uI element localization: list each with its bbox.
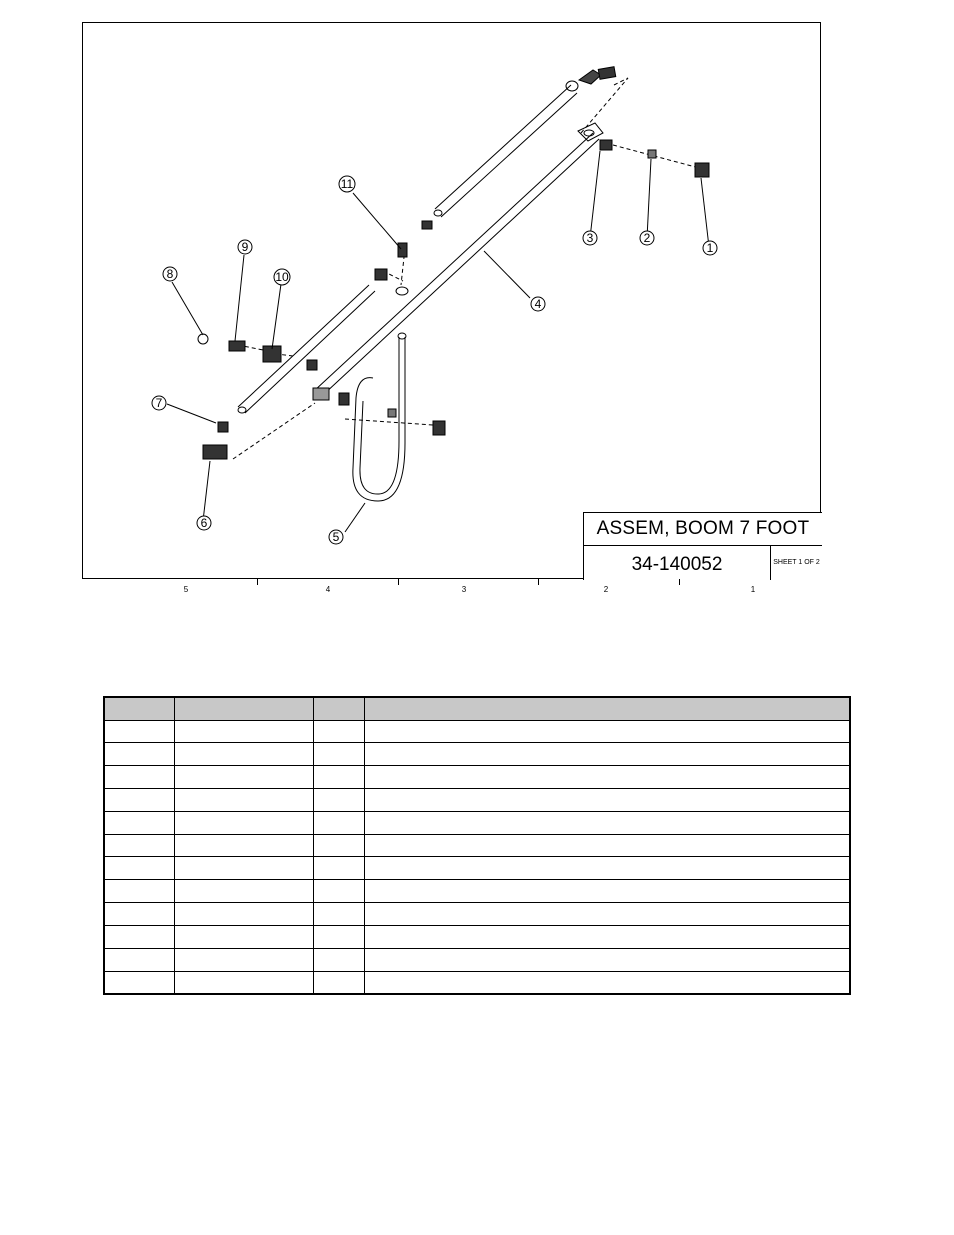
table-cell (104, 788, 174, 811)
table-cell (174, 788, 313, 811)
table-cell (364, 903, 850, 926)
balloon-7 (152, 396, 166, 410)
table-row (104, 925, 850, 948)
table-cell (313, 788, 364, 811)
column-header (174, 697, 313, 720)
table-cell (174, 880, 313, 903)
table-cell (174, 948, 313, 971)
table-cell (174, 766, 313, 789)
table-cell (104, 948, 174, 971)
table-cell (313, 925, 364, 948)
zone-label-1: 1 (750, 585, 756, 594)
zone-tick (398, 579, 399, 585)
drawing-number: 34-140052 (584, 546, 771, 580)
svg-text:6: 6 (200, 516, 208, 530)
table-cell (313, 857, 364, 880)
table-row (104, 766, 850, 789)
zone-label-5: 5 (183, 585, 189, 594)
balloon-2 (640, 231, 654, 245)
svg-text:5: 5 (332, 530, 340, 544)
table-cell (174, 834, 313, 857)
table-cell (174, 857, 313, 880)
balloon-5 (329, 530, 343, 544)
table-row (104, 743, 850, 766)
svg-text:3: 3 (586, 231, 594, 245)
table-cell (313, 743, 364, 766)
table-cell (174, 811, 313, 834)
table-cell (313, 880, 364, 903)
balloon-9 (238, 240, 252, 254)
boom-main-tube (314, 133, 599, 395)
balloon-3 (583, 231, 597, 245)
table-cell (104, 720, 174, 743)
table-cell (313, 948, 364, 971)
table-cell (364, 766, 850, 789)
parts-list-table (103, 696, 851, 995)
table-cell (104, 834, 174, 857)
title-block (583, 512, 822, 580)
table-row (104, 834, 850, 857)
table-row (104, 788, 850, 811)
drawing-sheet (82, 22, 821, 579)
table-cell (104, 903, 174, 926)
table-cell (364, 743, 850, 766)
balloon-1 (703, 241, 717, 255)
table-cell (364, 880, 850, 903)
svg-text:8: 8 (166, 267, 174, 281)
table-row (104, 720, 850, 743)
table-cell (364, 811, 850, 834)
table-row (104, 811, 850, 834)
table-row (104, 857, 850, 880)
item-balloons (152, 176, 717, 544)
table-row (104, 948, 850, 971)
table-cell (104, 811, 174, 834)
table-row (104, 903, 850, 926)
table-cell (104, 766, 174, 789)
table-cell (364, 857, 850, 880)
balloon-4 (531, 297, 545, 311)
sheet-number: SHEET 1 OF 2 (773, 559, 820, 566)
table-row (104, 971, 850, 994)
svg-text:1: 1 (706, 241, 714, 255)
table-cell (313, 903, 364, 926)
elbow-fitting-top (566, 67, 616, 91)
table-cell (174, 720, 313, 743)
svg-text:9: 9 (241, 240, 249, 254)
column-header (364, 697, 850, 720)
svg-text:2: 2 (643, 231, 651, 245)
lower-hose (238, 285, 375, 413)
zone-markers (82, 579, 821, 599)
table-cell (364, 971, 850, 994)
svg-text:7: 7 (155, 396, 163, 410)
table-cell (104, 971, 174, 994)
zone-tick (538, 579, 539, 585)
svg-text:11: 11 (340, 177, 354, 191)
balloon-8 (163, 267, 177, 281)
table-cell (174, 903, 313, 926)
table-cell (104, 743, 174, 766)
table-cell (313, 766, 364, 789)
table-cell (174, 925, 313, 948)
table-cell (364, 788, 850, 811)
column-header (104, 697, 174, 720)
table-cell (364, 720, 850, 743)
zone-label-4: 4 (325, 585, 331, 594)
balloon-6 (197, 516, 211, 530)
zone-label-3: 3 (461, 585, 467, 594)
table-cell (313, 834, 364, 857)
table-header-row (104, 697, 850, 720)
column-header (313, 697, 364, 720)
zone-tick (679, 579, 680, 585)
drawing-title: ASSEM, BOOM 7 FOOT (584, 513, 822, 546)
balloon-10 (274, 269, 290, 285)
table-cell (174, 743, 313, 766)
exploded-assembly-drawing (83, 23, 822, 580)
table-cell (313, 720, 364, 743)
upper-hose (435, 85, 577, 217)
svg-text:10: 10 (275, 270, 289, 284)
table-cell (364, 948, 850, 971)
table-cell (104, 925, 174, 948)
table-cell (364, 925, 850, 948)
table-row (104, 880, 850, 903)
table-cell (104, 857, 174, 880)
fittings-left (198, 334, 445, 459)
table-cell (364, 834, 850, 857)
balloon-11 (339, 176, 355, 192)
svg-text:4: 4 (534, 297, 542, 311)
table-cell (104, 880, 174, 903)
table-cell (313, 971, 364, 994)
zone-tick (257, 579, 258, 585)
balloon-leaders (167, 151, 709, 532)
zone-label-2: 2 (603, 585, 609, 594)
table-cell (174, 971, 313, 994)
table-cell (313, 811, 364, 834)
